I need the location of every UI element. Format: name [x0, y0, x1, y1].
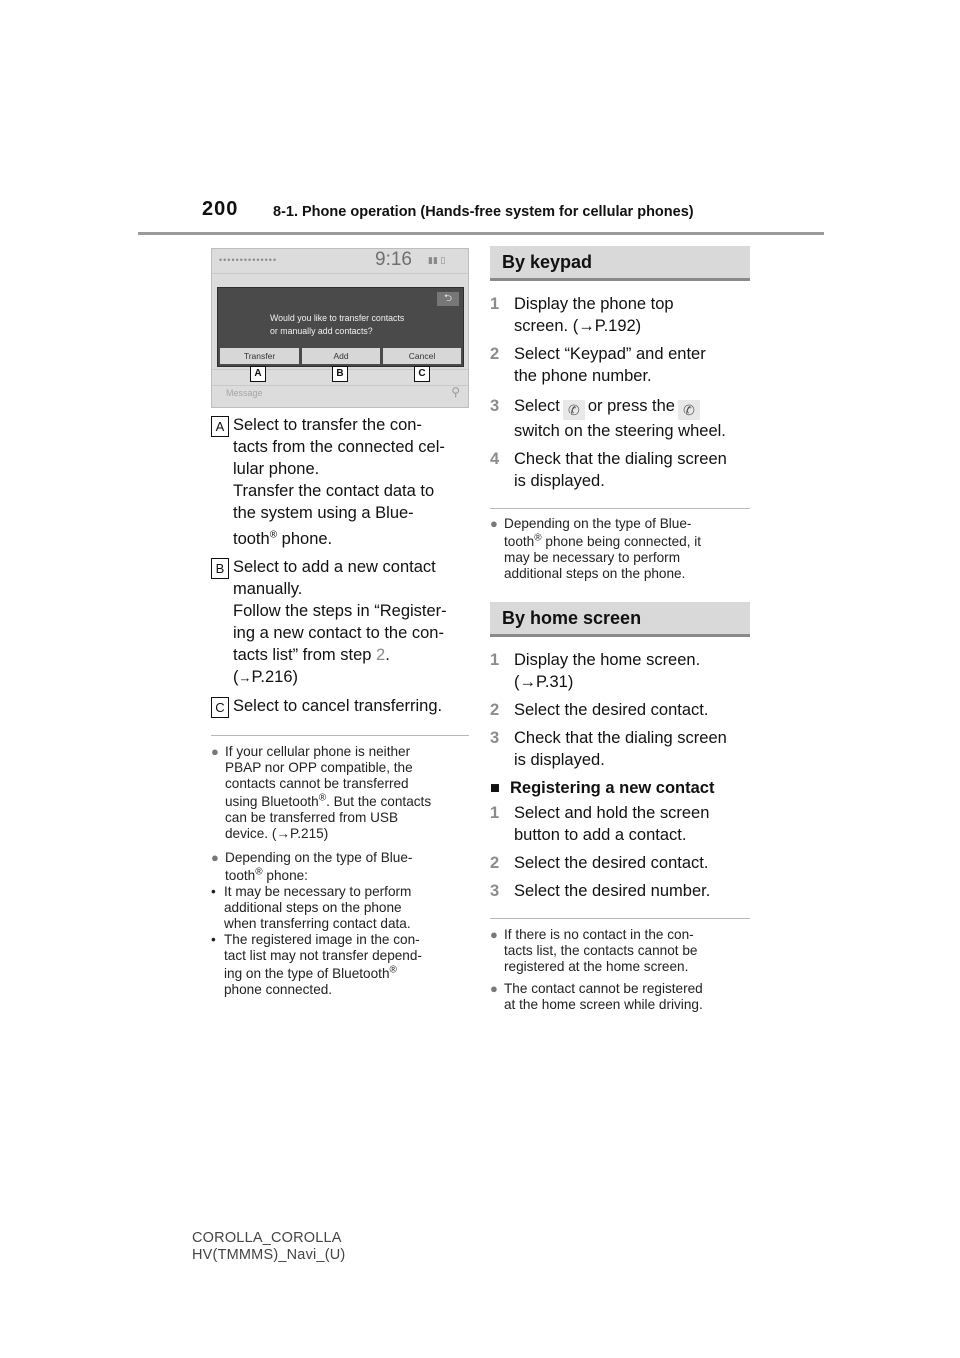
sub-item: • It may be necessary to perform additional steps on the phone when transferring contact data.	[211, 884, 412, 931]
square-bullet-icon: ■	[490, 779, 500, 797]
arrow-icon: →	[238, 670, 252, 685]
section-title: 8-1. Phone operation (Hands-free system for cellular phones)	[273, 204, 694, 220]
bullet-icon: ●	[211, 850, 219, 865]
callout-a: A	[250, 366, 266, 382]
cancel-button[interactable]: Cancel	[383, 348, 461, 364]
phone-switch-icon: ✆	[678, 400, 700, 420]
transfer-dialog-screenshot	[211, 248, 469, 408]
callout-c: C	[414, 366, 430, 382]
footer-model-code: COROLLA_COROLLA HV(TMMMS)_Navi_(U)	[192, 1230, 346, 1263]
transfer-dialog	[217, 287, 464, 367]
home-step-1: 1 Display the home screen. (→P.31)	[490, 651, 701, 691]
definition-a: A Select to transfer the con- tacts from the connected cel- lular phone. Transfer the contact data to the system using a Blue- tooth® phone.	[211, 414, 469, 550]
register-step-1: 1 Select and hold the screen button to add a contact.	[490, 804, 710, 844]
page-number: 200	[202, 198, 239, 220]
phone-icon: ✆	[563, 400, 585, 420]
register-step-2: 2 Select the desired contact.	[490, 854, 709, 872]
badge-c: C	[211, 697, 229, 718]
arrow-icon: →	[276, 826, 290, 841]
screen-divider	[212, 385, 468, 386]
badge-b: B	[211, 558, 229, 579]
dialog-message: Would you like to transfer contacts or manually add contacts?	[270, 313, 405, 336]
screen-bg-label: Message	[226, 388, 263, 398]
left-column	[211, 248, 469, 998]
home-screen-heading: By home screen	[490, 602, 750, 637]
note-keypad: ● Depending on the type of Blue- tooth® phone being connected, it may be necessary to perform additional steps on the phone.	[490, 516, 702, 581]
keypad-step-1: 1 Display the phone top screen. (→P.192)	[490, 295, 674, 335]
screen-clock: 9:16	[375, 249, 412, 270]
note-pbap: ● If your cellular phone is neither PBAP nor OPP compatible, the contacts cannot be transferred using Bluetooth®. But the contacts can be transferred from USB device. (→P.215)	[211, 744, 432, 841]
registering-subheading: ■ Registering a new contact	[490, 779, 715, 797]
note-sublist	[211, 884, 469, 998]
keypad-step-4: 4 Check that the dialing screen is displayed.	[490, 450, 727, 490]
add-button[interactable]: Add	[302, 348, 380, 364]
arrow-icon: →	[519, 673, 536, 691]
home-step-2: 2 Select the desired contact.	[490, 701, 709, 719]
search-icon: ⚲	[451, 385, 460, 399]
right-column	[490, 246, 750, 1013]
bullet-icon: ●	[490, 981, 498, 996]
home-step-3: 3 Check that the dialing screen is displayed.	[490, 729, 727, 769]
definition-b: B Select to add a new contact manually. Follow the steps in “Register- ing a new contact to the con- tacts list” from step 2. (→P.216)	[211, 556, 469, 689]
bullet-icon: ●	[211, 744, 219, 759]
definition-c: C Select to cancel transferring.	[211, 695, 469, 717]
header-rule	[138, 232, 824, 235]
note-driving: ● The contact cannot be registered at the home screen while driving.	[490, 981, 703, 1012]
step-reference: 2	[376, 646, 386, 664]
sub-item: • The registered image in the con- tact list may not transfer depend- ing on the type of Bluetooth® phone connected.	[211, 932, 422, 997]
keypad-step-2: 2 Select “Keypad” and enter the phone number.	[490, 345, 706, 385]
bullet-icon: ●	[490, 516, 498, 531]
callout-b: B	[332, 366, 348, 382]
screen-divider	[212, 273, 468, 274]
page-header	[138, 196, 824, 236]
note-bluetooth-type: ● Depending on the type of Blue- tooth® phone:	[211, 850, 413, 883]
keypad-step-3: 3 Select ✆ or press the ✆ switch on the steering wheel.	[490, 397, 726, 440]
bullet-icon: ●	[490, 927, 498, 942]
note-no-contact: ● If there is no contact in the con- tacts list, the contacts cannot be registered at the home screen.	[490, 927, 698, 974]
transfer-button[interactable]: Transfer	[220, 348, 299, 364]
back-icon[interactable]: ⮌	[437, 292, 459, 306]
badge-a: A	[211, 416, 229, 437]
register-step-3: 3 Select the desired number.	[490, 882, 711, 900]
keypad-heading: By keypad	[490, 246, 750, 281]
arrow-icon: →	[578, 317, 595, 335]
signal-status-icon: ▮▮ ▯	[428, 255, 446, 265]
screen-indicator-dots: ••••••••••••••	[219, 255, 278, 265]
